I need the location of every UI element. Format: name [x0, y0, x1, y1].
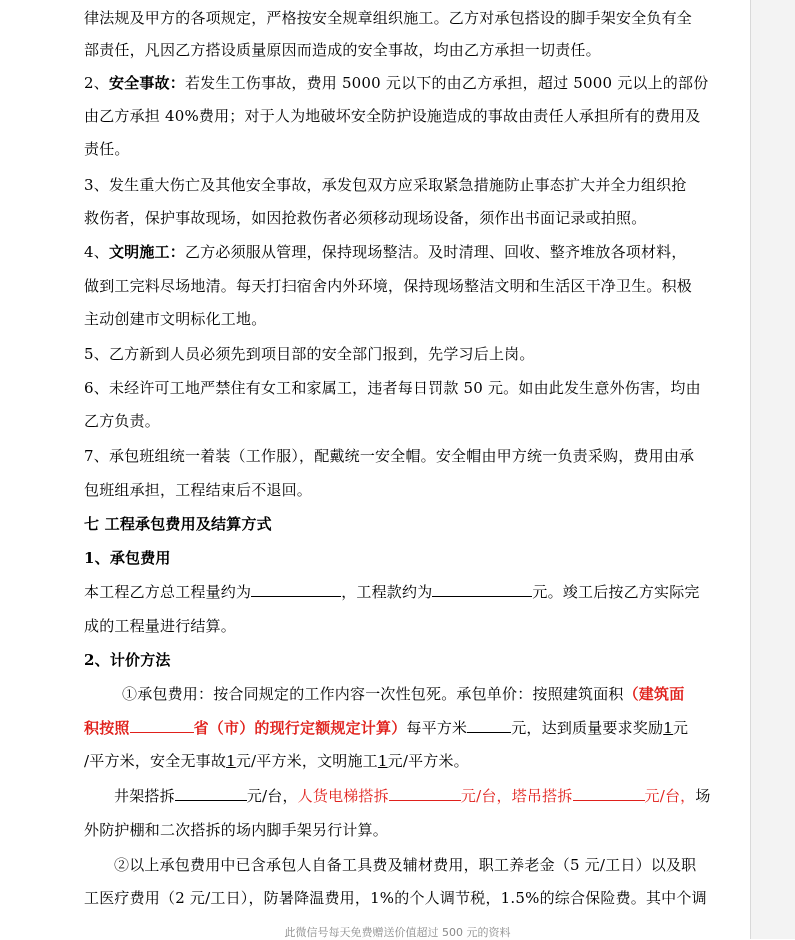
price-text-2: 每平方米: [406, 719, 468, 737]
para-4-heading: 文明施工: [108, 243, 170, 261]
price-red-text-2: 积按照: [84, 719, 130, 737]
para-4-line-3: 主动创建市文明标化工地。: [84, 310, 267, 328]
rack-text-f: 场: [695, 787, 711, 805]
para-2-number: 2、: [84, 74, 109, 92]
tower-crane-price-blank[interactable]: [573, 786, 645, 801]
derrick-price-blank[interactable]: [175, 786, 247, 801]
price-line-3: [84, 751, 744, 771]
civil-reward-value: 1: [377, 752, 388, 770]
rack-text-a: 井架搭拆: [114, 787, 175, 805]
rack-red-text-e: 元/台，: [644, 787, 696, 805]
price-line-1: [84, 684, 744, 704]
footer-watermark-text: 此微信号每天免费赠送价值超过 500 元的资料: [284, 926, 511, 939]
para-6-line-2: 乙方负责。: [84, 412, 161, 430]
price-text-3: 元，达到质量要求奖励: [511, 719, 664, 737]
price-text-7: 元/平方米。: [387, 752, 469, 770]
para-3-line-1: 3、发生重大伤亡及其他安全事故，承发包双方应采取紧急措施防止事态扩大并全力组织抢: [84, 176, 687, 194]
para-6-line-1: 6、未经许可工地严禁住有女工和家属工，违者每日罚款 50 元。如由此发生意外伤害，均由: [84, 379, 701, 397]
para-3-line-2: 救伤者，保护事故现场，如因抢救伤者必须移动现场设备，须作出书面记录或拍照。: [84, 209, 647, 227]
para-4-line-1: [84, 242, 744, 262]
price-red-text-3: 省（市）的现行定额规定计算）: [193, 719, 407, 737]
price-line-2: [84, 718, 744, 738]
para-2-line-1: [84, 73, 744, 93]
price-text-6: 元/平方米，文明施工: [235, 752, 378, 770]
para-2-colon: ：: [169, 74, 185, 92]
para-4-number: 4、: [84, 243, 109, 261]
para-2-heading: 安全事故: [108, 74, 170, 92]
fee-line-2: 成的工程量进行结算。: [84, 617, 237, 635]
para-5-line-1: 5、乙方新到人员必须先到项目部的安全部门报到，先学习后上岗。: [84, 345, 535, 363]
para-2-line-3: 责任。: [84, 140, 130, 158]
rack-red-text-c: 人货电梯搭拆: [297, 787, 389, 805]
cost-line-2: 工医疗费用（2 元/工日），防暑降温费用，1%的个人调节税，1.5%的综合保险费。其中个调: [84, 889, 707, 907]
price-text-4: 元: [673, 719, 689, 737]
para-2-text: 若发生工伤事故，费用 5000 元以下的由乙方承担，超过 5000 元以上的部份: [184, 74, 709, 92]
price-text-1: ①承包费用：按合同规定的工作内容一次性包死。承包单价：按照建筑面积: [122, 685, 624, 703]
para-1-line-2: 部责任，凡因乙方搭设质量原因而造成的安全事故，均由乙方承担一切责任。: [84, 41, 601, 59]
rack-line-1: [84, 786, 744, 806]
para-2-line-2: 由乙方承担 40%费用；对于人为地破坏安全防护设施造成的事故由责任人承担所有的费用及: [84, 107, 701, 125]
fee-text-c: 元。竣工后按乙方实际完: [532, 583, 700, 601]
para-7-line-1: 7、承包班组统一着装（工作服），配戴统一安全帽。安全帽由甲方统一负责采购，费用由承: [84, 447, 695, 465]
elevator-price-blank[interactable]: [389, 786, 461, 801]
price-text-5: /平方米，安全无事故: [84, 752, 227, 770]
total-quantity-blank[interactable]: [251, 582, 341, 597]
province-blank[interactable]: [130, 718, 194, 733]
section-7-heading: 七 工程承包费用及结算方式: [84, 515, 272, 533]
price-red-text-1: （建筑面: [623, 685, 685, 703]
page-margin: [750, 0, 795, 939]
subsection-2-heading: 2、计价方法: [84, 651, 171, 669]
unit-price-blank[interactable]: [467, 718, 511, 733]
fee-text-a: 本工程乙方总工程量约为: [84, 583, 252, 601]
para-7-line-2: 包班组承担，工程结束后不退回。: [84, 481, 313, 499]
para-4-colon: ：: [169, 243, 185, 261]
fee-text-b: ，工程款约为: [341, 583, 433, 601]
quality-reward-value: 1: [663, 719, 673, 737]
rack-red-text-d: 元/台，塔吊搭拆: [460, 787, 573, 805]
cost-line-1: ②以上承包费用中已含承包人自备工具费及辅材费用，职工养老金（5 元/工日）以及职: [114, 856, 697, 874]
fee-line-1: [84, 582, 744, 602]
rack-text-b: 元/台，: [246, 787, 298, 805]
para-4-line-2: 做到工完料尽场地清。每天打扫宿舍内外环境，保持现场整洁文明和生活区干净卫生。积极: [84, 277, 693, 295]
contract-amount-blank[interactable]: [432, 582, 532, 597]
safety-reward-value: 1: [226, 752, 236, 770]
para-4-text: 乙方必须服从管理，保持现场整洁。及时清理、回收、整齐堆放各项材料，: [184, 243, 687, 261]
page-edge-line: [750, 0, 751, 939]
para-1-line-1: 律法规及甲方的各项规定，严格按安全规章组织施工。乙方对承包搭设的脚手架安全负有全: [84, 9, 693, 27]
rack-line-2: 外防护棚和二次搭拆的场内脚手架另行计算。: [84, 821, 389, 839]
subsection-1-heading: 1、承包费用: [84, 549, 171, 567]
